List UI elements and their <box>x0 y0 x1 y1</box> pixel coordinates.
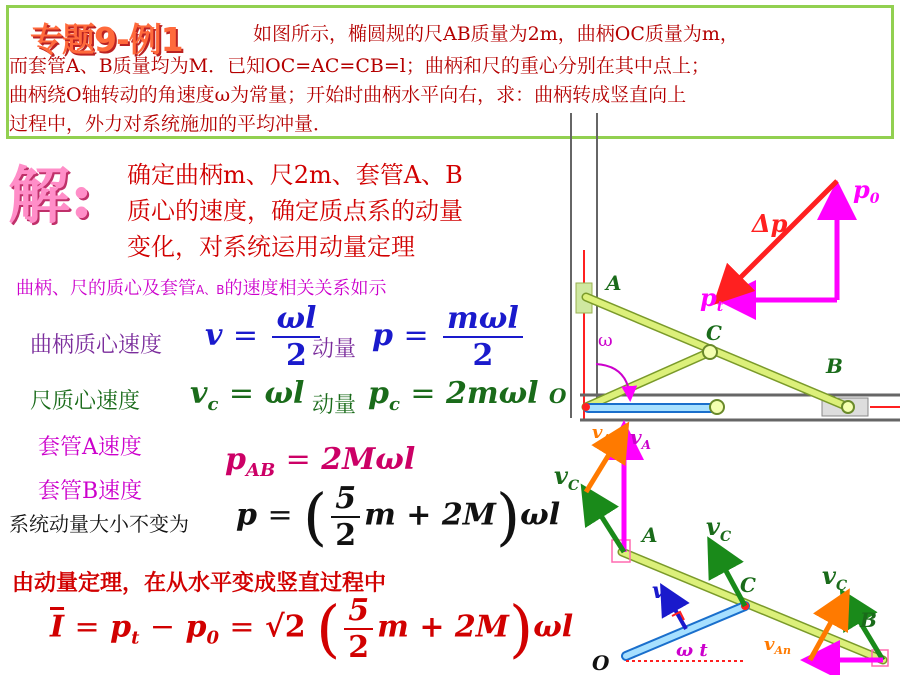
ruler-velocity-label: 尺质心速度 <box>30 389 141 414</box>
intro-line-1: 确定曲柄m、尺2m、套管A、B <box>127 161 463 189</box>
label-vAn-lower: $v_{An}$ <box>764 634 792 657</box>
relation-text: 曲柄、尺的质心及套管A、B的速度相关关系如示 <box>16 278 387 299</box>
pt-label: $p_t$ <box>700 283 724 315</box>
label-vC-middle: $v_C$ <box>706 512 732 545</box>
intro-line-3: 变化，对系统运用动量定理 <box>127 233 415 261</box>
sleeve-momentum-formula: $p_{AB} = 2M\omega l$ <box>225 442 416 481</box>
label-v: v <box>652 578 665 604</box>
problem-line-4: 过程中，外力对系统施加的平均冲量． <box>9 113 333 135</box>
label-C-lower: C <box>740 573 756 597</box>
label-B: B <box>826 354 843 378</box>
momentum-triangle <box>720 181 837 300</box>
intro-line-2: 质心的速度，确定质点系的动量 <box>127 197 463 225</box>
delta-p-label: Δp <box>752 209 788 238</box>
ruler-velocity-formula: $v_c = \omega l$ <box>190 376 305 415</box>
label-omega-t: ω t <box>676 640 708 661</box>
sleeve-b-label: 套管B速度 <box>38 479 143 504</box>
crank-momentum-label: 动量 <box>312 337 357 362</box>
crank-velocity-formula: v = $\frac{\omega l}{2}$ <box>205 301 324 373</box>
label-vC-left: $v_C$ <box>554 461 580 494</box>
velocity-diagram <box>586 430 888 666</box>
problem-line-2: 而套管A、B质量均为M．已知OC=AC=CB=l；曲柄和尺的重心分别在其中点上； <box>9 55 710 77</box>
vertical-guide <box>571 113 597 420</box>
problem-line-3: 曲柄绕O轴转动的角速度ω为常量；开始时曲柄水平向右，求：曲柄转成竖直向上 <box>9 84 687 106</box>
total-momentum-label: 系统动量大小不变为 <box>9 512 189 536</box>
crank-momentum-formula: p = $\frac{\text{mωl}}{2}$ <box>372 301 527 373</box>
crank-velocity-label: 曲柄质心速度 <box>30 333 163 358</box>
label-A: A <box>606 271 622 295</box>
impulse-formula: $\overline{I} = p_t - p_0 = √2$ ( $\frac{5}{2}$ m + 2M)ωl <box>50 592 574 665</box>
label-O: O <box>549 384 567 408</box>
label-omega: ω <box>598 330 613 351</box>
ruler-momentum-label: 动量 <box>312 393 357 418</box>
problem-line-1: 如图所示，椭圆规的尺AB质量为2m，曲柄OC质量为m， <box>253 23 739 45</box>
p0-label: $p_0$ <box>853 175 880 207</box>
sleeve-a-label: 套管A速度 <box>38 435 142 460</box>
label-B-lower: B <box>860 608 877 632</box>
label-vA: $v_A$ <box>630 425 651 452</box>
solution-heading: 解: <box>8 159 93 232</box>
slide-title: 专题9-例1 <box>30 20 183 59</box>
delta-p-arrow <box>720 181 837 298</box>
label-O-lower: O <box>592 651 610 675</box>
theorem-line: 由动量定理，在从水平变成竖直过程中 <box>12 571 387 596</box>
label-A-lower: A <box>642 523 658 547</box>
ruler-momentum-formula: $p_c = 2m\omega l$ <box>368 376 539 415</box>
label-vC-right: $v_C$ <box>822 561 848 594</box>
label-C: C <box>706 321 722 345</box>
total-momentum-formula: p = ( $\frac{5}{2}$ m + 2M)ωl <box>236 480 561 553</box>
label-vAn-top: $v_{An}$ <box>592 422 620 445</box>
